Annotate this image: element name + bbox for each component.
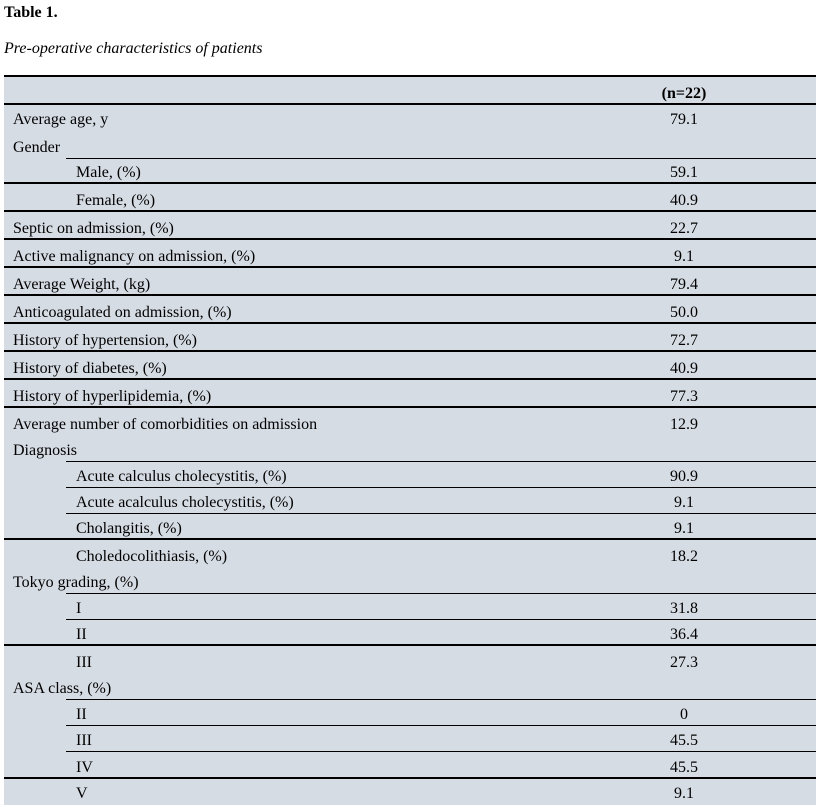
table-caption: Pre-operative characteristics of patients bbox=[4, 40, 263, 57]
table-row bbox=[4, 568, 816, 594]
row-label: III bbox=[76, 732, 92, 749]
row-label: Average age, y bbox=[13, 111, 109, 128]
row-value: 72.7 bbox=[670, 332, 698, 349]
row-label: IV bbox=[76, 759, 93, 776]
row-label: Acute acalculus cholecystitis, (%) bbox=[76, 494, 294, 511]
row-value: 22.7 bbox=[670, 220, 698, 237]
table-row bbox=[4, 779, 816, 805]
table-row bbox=[4, 674, 816, 700]
table-row bbox=[4, 131, 816, 159]
table-row bbox=[4, 380, 816, 408]
table-row bbox=[4, 184, 816, 212]
row-value: 59.1 bbox=[670, 164, 698, 181]
table-row bbox=[4, 700, 816, 726]
row-label: II bbox=[76, 626, 87, 643]
row-label: Active malignancy on admission, (%) bbox=[13, 248, 256, 265]
row-value: 50.0 bbox=[670, 304, 698, 321]
table-row bbox=[4, 296, 816, 324]
row-label: Female, (%) bbox=[76, 192, 156, 209]
row-label: Diagnosis bbox=[13, 442, 77, 459]
row-value: 79.1 bbox=[670, 111, 698, 128]
table-row bbox=[4, 514, 816, 540]
table-row bbox=[4, 462, 816, 488]
table-row bbox=[4, 352, 816, 380]
row-value: 79.4 bbox=[670, 276, 698, 293]
row-value: 40.9 bbox=[670, 192, 698, 209]
row-label: III bbox=[76, 654, 92, 671]
row-value: 0 bbox=[680, 706, 688, 723]
row-label: History of hypertension, (%) bbox=[13, 332, 197, 349]
row-value: 18.2 bbox=[670, 548, 698, 565]
row-value: 31.8 bbox=[670, 600, 698, 617]
row-label: II bbox=[76, 706, 87, 723]
row-value: 36.4 bbox=[670, 626, 698, 643]
row-value: 12.9 bbox=[670, 416, 698, 433]
row-value: 9.1 bbox=[674, 785, 694, 802]
row-label: Septic on admission, (%) bbox=[13, 220, 174, 237]
table-row bbox=[4, 159, 816, 184]
row-label: ASA class, (%) bbox=[13, 680, 112, 697]
table-row bbox=[4, 324, 816, 352]
row-label: Average number of comorbidities on admission bbox=[13, 416, 318, 433]
row-label: Male, (%) bbox=[76, 164, 141, 181]
table-header-row bbox=[4, 77, 816, 105]
row-label: Anticoagulated on admission, (%) bbox=[13, 304, 232, 321]
table-row bbox=[4, 646, 816, 674]
row-value: 45.5 bbox=[670, 759, 698, 776]
table-row bbox=[4, 268, 816, 296]
table-row bbox=[4, 408, 816, 436]
row-value: 90.9 bbox=[670, 468, 698, 485]
table-row bbox=[4, 726, 816, 752]
row-label: I bbox=[76, 600, 82, 617]
row-value: 77.3 bbox=[670, 388, 698, 405]
row-label: Acute calculus cholecystitis, (%) bbox=[76, 468, 287, 485]
header-n: (n=22) bbox=[661, 85, 707, 102]
table-row bbox=[4, 540, 816, 568]
row-label: V bbox=[76, 785, 88, 802]
row-value: 9.1 bbox=[674, 520, 694, 537]
row-label: Tokyo grading, (%) bbox=[13, 574, 139, 591]
table-row bbox=[4, 594, 816, 620]
table-row bbox=[4, 436, 816, 462]
table-row bbox=[4, 488, 816, 514]
row-label: Gender bbox=[13, 139, 61, 156]
table-row bbox=[4, 212, 816, 240]
row-value: 40.9 bbox=[670, 360, 698, 377]
table-row bbox=[4, 240, 816, 268]
table-title: Table 1. bbox=[4, 4, 58, 21]
table-row bbox=[4, 752, 816, 779]
row-value: 27.3 bbox=[670, 654, 698, 671]
row-value: 9.1 bbox=[674, 494, 694, 511]
row-label: Cholangitis, (%) bbox=[76, 520, 182, 537]
row-value: 45.5 bbox=[670, 732, 698, 749]
row-label: History of hyperlipidemia, (%) bbox=[13, 388, 212, 405]
table-row bbox=[4, 105, 816, 131]
characteristics-table bbox=[4, 75, 816, 805]
row-label: History of diabetes, (%) bbox=[13, 360, 167, 377]
table-row bbox=[4, 620, 816, 646]
row-label: Average Weight, (kg) bbox=[13, 276, 151, 293]
row-value: 9.1 bbox=[674, 248, 694, 265]
row-label: Choledocolithiasis, (%) bbox=[76, 548, 228, 565]
